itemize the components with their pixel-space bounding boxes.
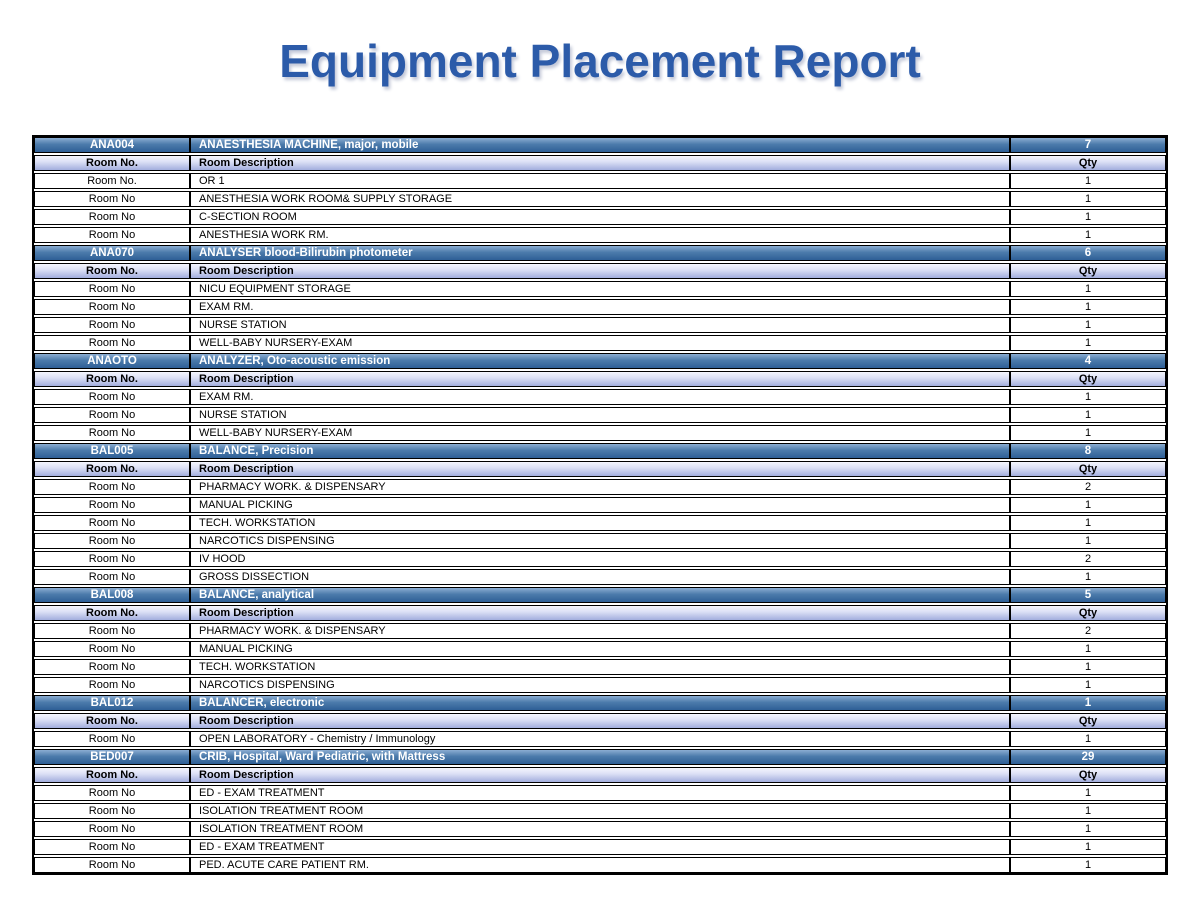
room-no-label: Room No — [35, 516, 191, 530]
group-description: BALANCE, analytical — [191, 588, 1011, 602]
room-description: MANUAL PICKING — [191, 642, 1011, 656]
room-no-label: Room No — [35, 390, 191, 404]
column-header-qty: Qty — [1078, 607, 1098, 619]
room-no-label: Room No — [35, 660, 191, 674]
group-header-row — [34, 695, 1166, 711]
room-description: OR 1 — [191, 174, 1011, 188]
room-description: NARCOTICS DISPENSING — [191, 678, 1011, 692]
room-qty: 1 — [1084, 193, 1092, 205]
table-row — [34, 731, 1166, 747]
room-qty: 1 — [1084, 283, 1092, 295]
column-header-qty: Qty — [1078, 769, 1098, 781]
room-qty: 1 — [1084, 643, 1092, 655]
table-row — [34, 281, 1166, 297]
table-row — [34, 641, 1166, 657]
room-qty: 1 — [1084, 679, 1092, 691]
room-description: MANUAL PICKING — [191, 498, 1011, 512]
room-no-label: Room No — [35, 786, 191, 800]
room-qty: 1 — [1084, 733, 1092, 745]
table-row — [34, 533, 1166, 549]
column-header-qty: Qty — [1078, 463, 1098, 475]
table-row — [34, 299, 1166, 315]
column-header-room-no: Room No. — [35, 768, 191, 782]
table-row — [34, 173, 1166, 189]
group-total-qty: 8 — [1084, 445, 1092, 457]
room-no-label: Room No — [35, 408, 191, 422]
room-no-label: Room No — [35, 228, 191, 242]
table-row — [34, 335, 1166, 351]
room-qty: 1 — [1084, 337, 1092, 349]
room-qty: 1 — [1084, 571, 1092, 583]
column-header-room-no: Room No. — [35, 372, 191, 386]
table-row — [34, 785, 1166, 801]
column-header-row — [34, 263, 1166, 279]
room-no-label: Room No — [35, 426, 191, 440]
room-description: WELL-BABY NURSERY-EXAM — [191, 426, 1011, 440]
group-header-row — [34, 245, 1166, 261]
room-description: NURSE STATION — [191, 408, 1011, 422]
group-header-row — [34, 353, 1166, 369]
group-total-qty: 5 — [1084, 589, 1092, 601]
room-no-label: Room No — [35, 282, 191, 296]
room-description: C-SECTION ROOM — [191, 210, 1011, 224]
table-row — [34, 623, 1166, 639]
table-row — [34, 569, 1166, 585]
room-qty: 1 — [1084, 823, 1092, 835]
room-description: NARCOTICS DISPENSING — [191, 534, 1011, 548]
room-qty: 2 — [1084, 553, 1092, 565]
column-header-room-no: Room No. — [35, 714, 191, 728]
room-qty: 1 — [1084, 391, 1092, 403]
report-table — [32, 135, 1168, 875]
room-qty: 2 — [1084, 481, 1092, 493]
room-no-label: Room No — [35, 858, 191, 872]
column-header-qty: Qty — [1078, 373, 1098, 385]
room-description: ISOLATION TREATMENT ROOM — [191, 822, 1011, 836]
group-code: BAL012 — [35, 696, 191, 710]
group-code: ANA070 — [35, 246, 191, 260]
room-description: ISOLATION TREATMENT ROOM — [191, 804, 1011, 818]
group-header-row — [34, 749, 1166, 765]
table-row — [34, 803, 1166, 819]
group-total-qty: 7 — [1084, 139, 1092, 151]
table-row — [34, 677, 1166, 693]
room-description: EXAM RM. — [191, 300, 1011, 314]
table-row — [34, 551, 1166, 567]
room-description: PHARMACY WORK. & DISPENSARY — [191, 624, 1011, 638]
group-header-row — [34, 137, 1166, 153]
room-qty: 1 — [1084, 409, 1092, 421]
table-row — [34, 479, 1166, 495]
column-header-room-no: Room No. — [35, 462, 191, 476]
group-description: BALANCE, Precision — [191, 444, 1011, 458]
group-description: ANALYSER blood-Bilirubin photometer — [191, 246, 1011, 260]
group-code: BED007 — [35, 750, 191, 764]
room-description: OPEN LABORATORY - Chemistry / Immunology — [191, 732, 1011, 746]
column-header-room-description: Room Description — [191, 606, 1011, 620]
group-total-qty: 6 — [1084, 247, 1092, 259]
column-header-row — [34, 155, 1166, 171]
room-qty: 1 — [1084, 319, 1092, 331]
column-header-room-description: Room Description — [191, 714, 1011, 728]
room-description: ED - EXAM TREATMENT — [191, 786, 1011, 800]
room-description: WELL-BABY NURSERY-EXAM — [191, 336, 1011, 350]
room-no-label: Room No — [35, 624, 191, 638]
column-header-room-description: Room Description — [191, 768, 1011, 782]
room-description: TECH. WORKSTATION — [191, 660, 1011, 674]
room-description: ANESTHESIA WORK ROOM& SUPPLY STORAGE — [191, 192, 1011, 206]
column-header-room-description: Room Description — [191, 264, 1011, 278]
column-header-room-description: Room Description — [191, 372, 1011, 386]
room-qty: 1 — [1084, 787, 1092, 799]
column-header-row — [34, 461, 1166, 477]
group-description: CRIB, Hospital, Ward Pediatric, with Mattress — [191, 750, 1011, 764]
group-code: BAL008 — [35, 588, 191, 602]
room-description: NURSE STATION — [191, 318, 1011, 332]
room-description: GROSS DISSECTION — [191, 570, 1011, 584]
room-no-label: Room No — [35, 210, 191, 224]
table-row — [34, 209, 1166, 225]
room-no-label: Room No — [35, 534, 191, 548]
column-header-room-description: Room Description — [191, 156, 1011, 170]
room-qty: 1 — [1084, 535, 1092, 547]
room-no-label: Room No — [35, 192, 191, 206]
room-qty: 1 — [1084, 661, 1092, 673]
page-title: Equipment Placement Report — [279, 35, 921, 87]
room-description: TECH. WORKSTATION — [191, 516, 1011, 530]
table-row — [34, 821, 1166, 837]
room-no-label: Room No. — [35, 174, 191, 188]
group-total-qty: 4 — [1084, 355, 1092, 367]
group-total-qty: 29 — [1081, 751, 1095, 763]
room-qty: 1 — [1084, 499, 1092, 511]
column-header-row — [34, 713, 1166, 729]
room-no-label: Room No — [35, 678, 191, 692]
table-row — [34, 389, 1166, 405]
column-header-qty: Qty — [1078, 715, 1098, 727]
room-no-label: Room No — [35, 642, 191, 656]
table-row — [34, 839, 1166, 855]
room-description: ANESTHESIA WORK RM. — [191, 228, 1011, 242]
room-qty: 1 — [1084, 805, 1092, 817]
column-header-room-no: Room No. — [35, 156, 191, 170]
group-code: ANAOTO — [35, 354, 191, 368]
room-description: NICU EQUIPMENT STORAGE — [191, 282, 1011, 296]
room-qty: 1 — [1084, 301, 1092, 313]
room-no-label: Room No — [35, 822, 191, 836]
column-header-qty: Qty — [1078, 157, 1098, 169]
room-qty: 1 — [1084, 229, 1092, 241]
room-no-label: Room No — [35, 300, 191, 314]
group-header-row — [34, 587, 1166, 603]
room-no-label: Room No — [35, 840, 191, 854]
room-qty: 2 — [1084, 625, 1092, 637]
table-row — [34, 317, 1166, 333]
table-row — [34, 515, 1166, 531]
column-header-row — [34, 605, 1166, 621]
table-row — [34, 497, 1166, 513]
room-description: ED - EXAM TREATMENT — [191, 840, 1011, 854]
room-description: EXAM RM. — [191, 390, 1011, 404]
table-row — [34, 227, 1166, 243]
group-description: ANAESTHESIA MACHINE, major, mobile — [191, 138, 1011, 152]
group-code: BAL005 — [35, 444, 191, 458]
room-qty: 1 — [1084, 211, 1092, 223]
column-header-room-description: Room Description — [191, 462, 1011, 476]
room-no-label: Room No — [35, 480, 191, 494]
room-qty: 1 — [1084, 427, 1092, 439]
room-no-label: Room No — [35, 570, 191, 584]
room-no-label: Room No — [35, 336, 191, 350]
table-row — [34, 425, 1166, 441]
column-header-room-no: Room No. — [35, 264, 191, 278]
column-header-row — [34, 371, 1166, 387]
room-no-label: Room No — [35, 552, 191, 566]
room-no-label: Room No — [35, 318, 191, 332]
table-row — [34, 857, 1166, 873]
group-total-qty: 1 — [1084, 697, 1092, 709]
table-row — [34, 407, 1166, 423]
column-header-qty: Qty — [1078, 265, 1098, 277]
room-qty: 1 — [1084, 841, 1092, 853]
room-no-label: Room No — [35, 732, 191, 746]
room-description: IV HOOD — [191, 552, 1011, 566]
room-description: PHARMACY WORK. & DISPENSARY — [191, 480, 1011, 494]
table-row — [34, 659, 1166, 675]
room-qty: 1 — [1084, 859, 1092, 871]
group-header-row — [34, 443, 1166, 459]
room-no-label: Room No — [35, 498, 191, 512]
group-code: ANA004 — [35, 138, 191, 152]
room-qty: 1 — [1084, 175, 1092, 187]
room-no-label: Room No — [35, 804, 191, 818]
group-description: ANALYZER, Oto-acoustic emission — [191, 354, 1011, 368]
room-description: PED. ACUTE CARE PATIENT RM. — [191, 858, 1011, 872]
group-description: BALANCER, electronic — [191, 696, 1011, 710]
column-header-room-no: Room No. — [35, 606, 191, 620]
column-header-row — [34, 767, 1166, 783]
room-qty: 1 — [1084, 517, 1092, 529]
table-row — [34, 191, 1166, 207]
